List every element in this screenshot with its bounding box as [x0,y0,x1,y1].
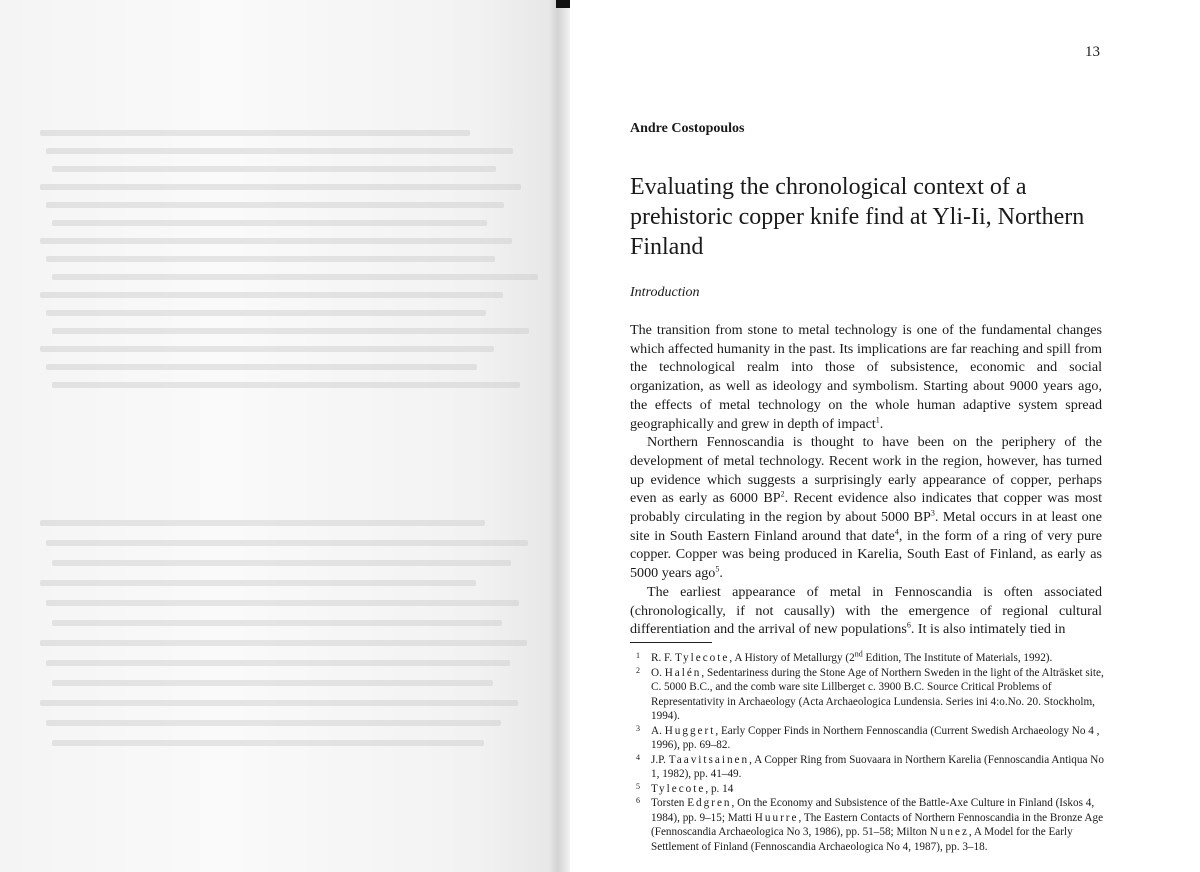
bleed-through-line [52,680,493,686]
footnote-text: , Early Copper Finds in Northern Fennoscandia (Current Swedish Archaeology No 4 , 1996), pp. 69–82. [651,724,1100,751]
footnote-text: Taavitsainen [668,753,750,766]
bleed-through-line [46,600,519,606]
body-paragraph [630,321,1102,433]
footnotes [636,651,1104,854]
bleed-through-line [52,274,538,280]
section-heading: Introduction [630,285,700,300]
paragraph-text: . [879,415,884,432]
left-page-bleed-through [0,0,560,872]
footnote-reference: 5 [715,564,720,574]
bleed-through-line [40,238,512,244]
footnote-text: Huggert [664,724,716,737]
footnote-reference: 4 [894,527,899,537]
bleed-through-line [40,130,470,136]
footnote-number: 4 [636,752,640,762]
paragraph-text: . It is also intimately tied in [910,621,1066,638]
footnote-reference: 2 [780,489,785,499]
paragraph-text: The transition from stone to metal technology is one of the fundamental changes which affected humanity in the past. Its implications are far reaching and spill from the technological realm into those of subsistence, economic and social organization, as well as ideology and symbolism. Starting about 9000 years ago, the effects of metal technology on the whole human adaptive system spread geographically and grew in depth of impact [630,322,1102,432]
bleed-through-line [40,346,494,352]
paragraph-text: , in the form of a ring of very pure copper. Copper was being produced in Karelia, South East of Finland, as early as 5000 years ago [630,527,1102,582]
footnote-text: A. [651,724,665,737]
article-title: Evaluating the chronological context of a prehistoric copper knife find at Yli-Ii, Northern Finland [630,174,1085,260]
footnote-text: , The Eastern Contacts of Northern Fennoscandia in the Bronze Age (Fennoscandia Archaeologica No 3, 1986), pp. 51–58; Milton [651,811,1104,838]
footnote-text: J.P. [651,753,669,766]
author-name: Andre Costopoulos [630,121,745,136]
footnote-text: , On the Economy and Subsistence of the Battle-Axe Culture in Finland (Iskos 4, 1984), pp. 9–15; Matti [651,797,1095,824]
paragraph-text: The earliest appearance of metal in Fennoscandia is often associated (chronologically, if not causally) with the emergence of regional cultural differentiation and the arrival of new populations [630,583,1102,638]
bleed-through-line [40,580,476,586]
bleed-through-line [52,740,484,746]
bleed-through-line [52,220,487,226]
paragraph-text: . Metal occurs in at least one site in South Eastern Finland around that date [630,509,1102,544]
footnote-number: 6 [636,796,640,805]
bleed-through-line [46,202,504,208]
footnote-text: Huurre [754,811,799,824]
bleed-through-line [40,292,503,298]
footnote-item [636,782,1104,797]
footnote-text: , A Copper Ring from Suovaara in Northern Karelia (Fennoscandia Antiqua No 1, 1982), pp. 41–49. [651,753,1104,780]
footnote-item [636,666,1104,724]
footnote-item [636,651,1104,666]
bleed-through-line [46,540,528,546]
paragraph-text: . Recent evidence also indicates that copper was most probably circulating in the region by about 5000 BP [630,490,1102,526]
footnote-item [636,753,1104,782]
bleed-through-line [52,166,496,172]
bleed-through-line [40,520,485,526]
footnote-item [636,796,1104,854]
footnote-text: Edgren [687,797,732,809]
footnote-text: Torsten [651,797,688,809]
bleed-through-line [46,364,477,370]
page-number: 13 [1085,44,1100,60]
bleed-through-line [52,560,511,566]
footnote-number: 3 [636,723,640,733]
footnote-text: , Sedentariness during the Stone Age of Northern Sweden in the light of the Alträsket site, C. 5000 B.C., and the comb ware site Lillberget c. 3900 B.C. Source Critical Problems of Representativity in Archaeology (Acta Archaeologica Lundensia. Series ini 4:o.No. 20. Stockholm, 1994). [651,666,1104,722]
paragraph-text: Northern Fennoscandia is thought to have been on the periphery of the development of metal technology. Recent work in the region, however, has turned up evidence which suggests a surprisingly early appearance of copper, perhaps even as early as 6000 BP [630,434,1102,507]
bleed-through-line [40,700,518,706]
bleed-through-line [40,640,527,646]
footnote-text: Tylecote [651,782,706,795]
bleed-through-line [52,620,502,626]
body-paragraph [630,433,1102,583]
footnote-text: , p. 14 [705,782,734,795]
footnote-reference: 6 [906,620,911,630]
bleed-through-line [52,382,520,388]
footnote-text: O. [651,666,665,679]
footnote-number: 2 [636,665,640,675]
footnote-text: nd [854,649,863,659]
footnote-text: R. F. [651,652,675,664]
bleed-through-line [46,256,495,262]
footnote-divider [630,642,712,643]
footnote-number: 5 [636,781,640,791]
footnote-reference: 1 [875,414,880,424]
footnote-text: Halén [664,666,702,679]
footnote-text: , A Model for the Early Settlement of Finland (Fennoscandia Archaeologica No 4, 1987), pp. 3–18. [651,826,1073,853]
bleed-through-line [46,148,513,154]
paragraph-text: . [719,565,723,582]
bleed-through-line [46,660,510,666]
bleed-through-line [46,720,501,726]
bleed-through-line [46,310,486,316]
bleed-through-line [40,184,521,190]
footnote-text: Nunez [929,826,969,838]
footnote-number: 1 [636,651,640,660]
footnote-text: , A History of Metallurgy (2 [729,652,855,664]
footnote-text: Tylecote [674,652,730,664]
body-paragraph [630,583,1102,639]
footnote-reference: 3 [930,508,935,518]
body-text [630,321,1102,639]
bleed-through-line [52,328,529,334]
footnote-text: Edition, The Institute of Materials, 1992). [862,652,1053,664]
book-gutter [548,0,570,872]
footnote-item [636,724,1104,753]
